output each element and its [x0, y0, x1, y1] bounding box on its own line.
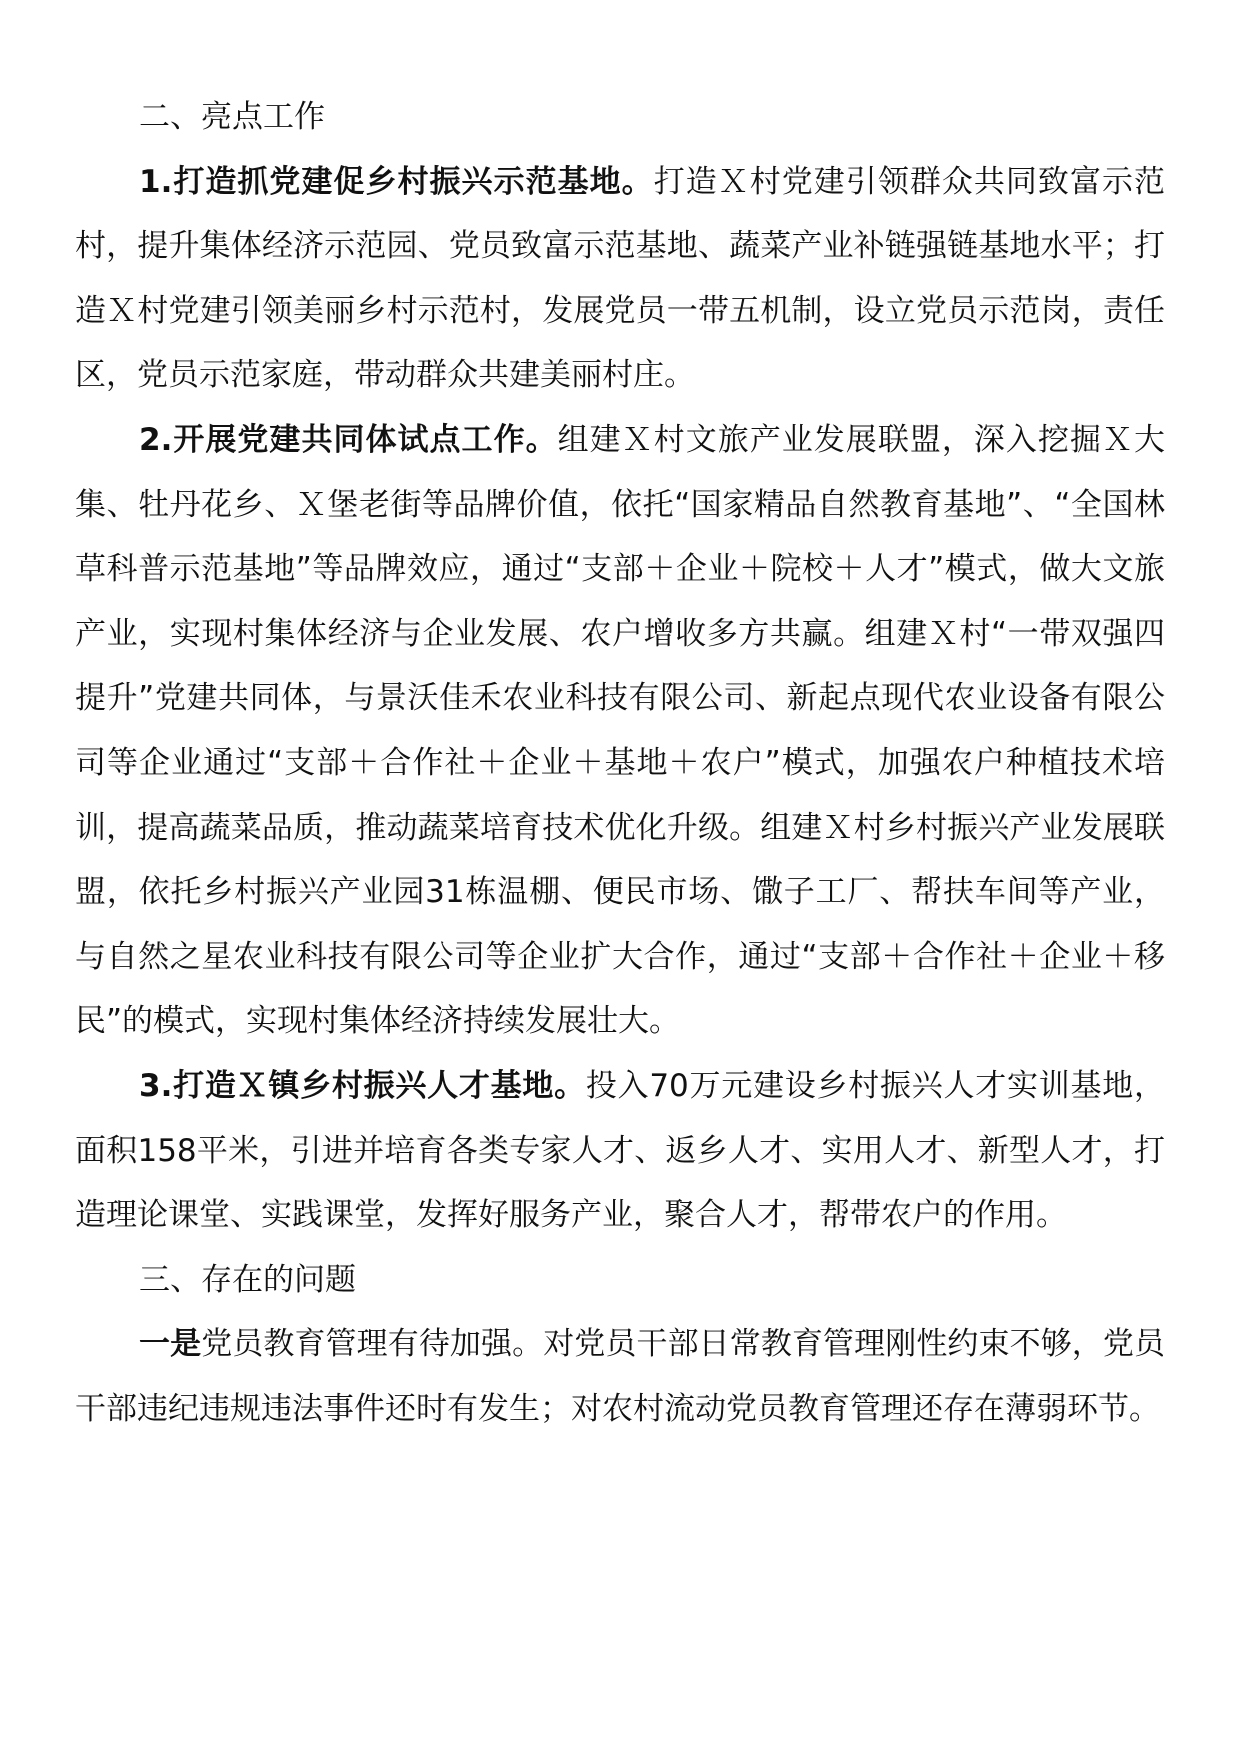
- section-heading-highlights: 二、亮点工作: [139, 99, 325, 135]
- highlight-item-3: [75, 1054, 1165, 1248]
- highlight-item-2-title: 2.开展党建共同体试点工作。: [139, 421, 558, 458]
- problem-item-1-title: 一是: [139, 1326, 202, 1363]
- problem-item-1: [75, 1312, 1165, 1441]
- highlight-item-1-body: 打造Ｘ村党建引领群众共同致富示范村，提升集体经济示范园、党员致富示范基地、蔬菜产业补链强链基地水平；打造Ｘ村党建引领美丽乡村示范村，发展党员一带五机制，设立党员示范岗，责任区，党员示范家庭，带动群众共建美丽村庄。: [75, 163, 1165, 394]
- highlight-item-3-body: 投入70万元建设乡村振兴人才实训基地，面积158平米，引进并培育各类专家人才、返乡人才、实用人才、新型人才，打造理论课堂、实践课堂，发挥好服务产业，聚合人才，帮带农户的作用。: [75, 1067, 1165, 1234]
- highlight-item-2-body: 组建Ｘ村文旅产业发展联盟，深入挖掘Ｘ大集、牡丹花乡、Ｘ堡老街等品牌价值，依托“国家精品自然教育基地”、“全国林草科普示范基地”等品牌效应，通过“支部＋企业＋院校＋人才”模式，做大文旅产业，实现村集体经济与企业发展、农户增收多方共赢。组建Ｘ村“一带双强四提升”党建共同体，与景沃佳禾农业科技有限公司、新起点现代农业设备有限公司等企业通过“支部＋合作社＋企业＋基地＋农户”模式，加强农户种植技术培训，提高蔬菜品质，推动蔬菜培育技术优化升级。组建Ｘ村乡村振兴产业发展联盟，依托乡村振兴产业园31栋温棚、便民市场、馓子工厂、帮扶车间等产业，与自然之星农业科技有限公司等企业扩大合作，通过“支部＋合作社＋企业＋移民”的模式，实现村集体经济持续发展壮大。: [75, 421, 1165, 1040]
- highlight-item-1: [75, 150, 1165, 408]
- problem-item-1-body: 党员教育管理有待加强。对党员干部日常教育管理刚性约束不够，党员干部违纪违规违法事件还时有发生；对农村流动党员教育管理还存在薄弱环节。: [75, 1326, 1165, 1427]
- highlight-item-2: [75, 408, 1165, 1054]
- highlight-item-3-title: 3.打造Ｘ镇乡村振兴人才基地。: [139, 1067, 586, 1104]
- section-heading-problems: 三、存在的问题: [139, 1261, 356, 1298]
- highlight-item-1-title: 1.打造抓党建促乡村振兴示范基地。: [139, 163, 654, 200]
- document-page: [75, 85, 1165, 1441]
